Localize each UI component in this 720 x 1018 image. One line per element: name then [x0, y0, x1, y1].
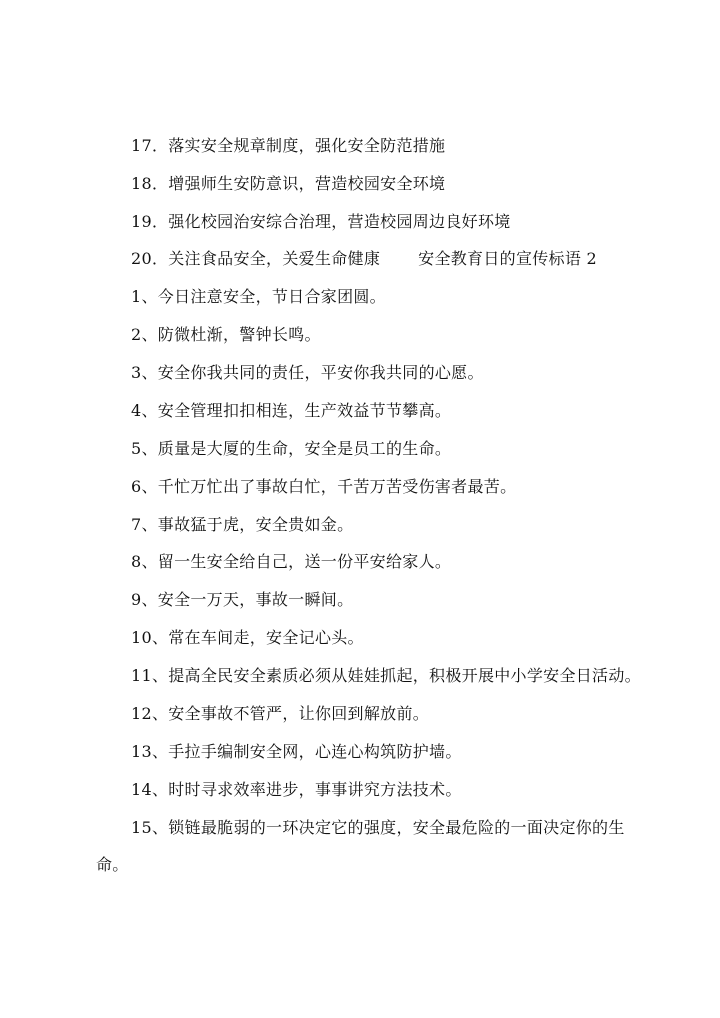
- slogan-line-8: 8、留一生安全给自己，送一份平安给家人。: [131, 552, 452, 571]
- slogan-line-6: 6、千忙万忙出了事故白忙，千苦万苦受伤害者最苦。: [131, 477, 517, 496]
- slogan-line-1: 1、今日注意安全，节日合家团圆。: [131, 287, 386, 306]
- slogan-line-2: 2、防微杜渐，警钟长鸣。: [131, 325, 321, 344]
- slogan-line-10: 10、常在车间走，安全记心头。: [131, 628, 364, 647]
- slogan-line-15: 15、锁链最脆弱的一环决定它的强度，安全最危险的一面决定你的生: [131, 818, 625, 837]
- slogan-line-18: 18．增强师生安防意识，营造校园安全环境: [131, 174, 446, 193]
- slogan-line-13: 13、手拉手编制安全网，心连心构筑防护墙。: [131, 742, 462, 761]
- slogan-line-5: 5、质量是大厦的生命，安全是员工的生命。: [131, 439, 452, 458]
- slogan-line-17: 17．落实安全规章制度，强化安全防范措施: [131, 136, 446, 155]
- slogan-line-11: 11、提高全民安全素质必须从娃娃抓起，积极开展中小学安全日活动。: [131, 666, 641, 685]
- slogan-line-15-continued: 命。: [96, 855, 129, 874]
- slogan-line-3: 3、安全你我共同的责任，平安你我共同的心愿。: [131, 363, 484, 382]
- slogan-line-9: 9、安全一万天，事故一瞬间。: [131, 590, 354, 609]
- slogan-line-14: 14、时时寻求效率进步，事事讲究方法技术。: [131, 780, 462, 799]
- slogan-line-12: 12、安全事故不管严，让你回到解放前。: [131, 704, 430, 723]
- slogan-line-7: 7、事故猛于虎，安全贵如金。: [131, 515, 354, 534]
- slogan-line-20-and-heading: 20．关注食品安全，关爱生命健康 安全教育日的宣传标语 2: [131, 249, 598, 268]
- slogan-line-19: 19．强化校园治安综合治理，营造校园周边良好环境: [131, 212, 511, 231]
- slogan-line-4: 4、安全管理扣扣相连，生产效益节节攀高。: [131, 401, 452, 420]
